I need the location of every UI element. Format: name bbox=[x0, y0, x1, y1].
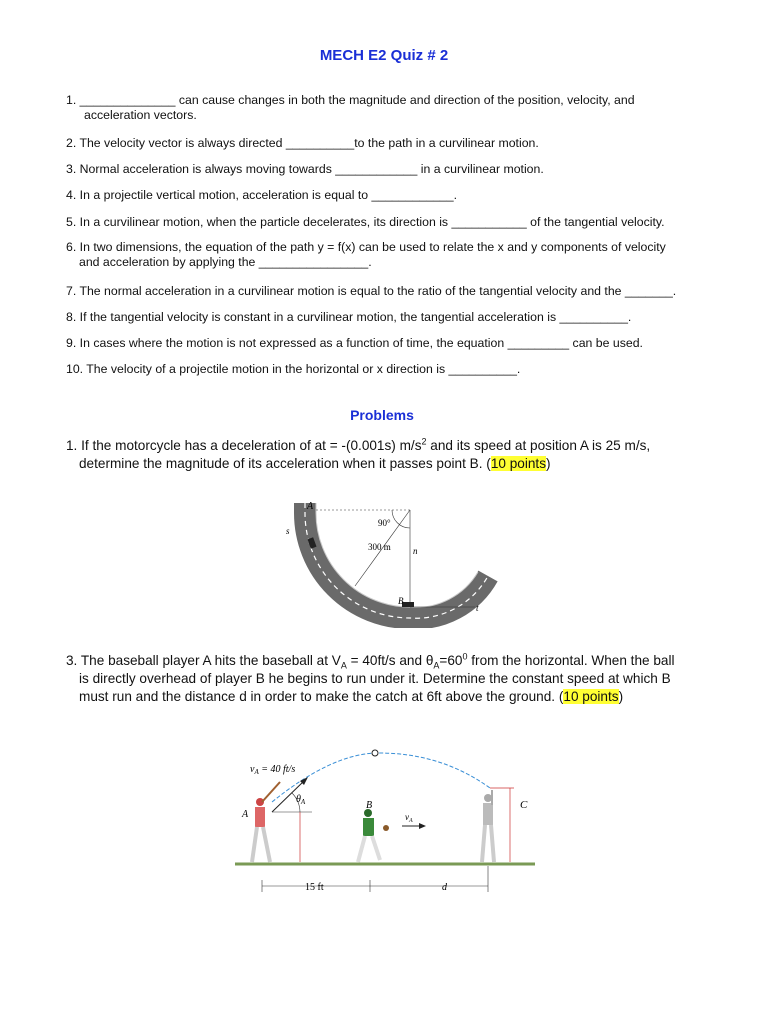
player-A-figure bbox=[252, 782, 280, 862]
question-9-line1: 9. In cases where the motion is not expressed as a function of time, the equation _________ can be used. bbox=[66, 336, 643, 350]
problems-heading: Problems bbox=[350, 407, 414, 423]
ball-trajectory bbox=[272, 753, 490, 802]
problem-3-line1 bbox=[66, 652, 706, 670]
label-s: s bbox=[286, 526, 290, 536]
problem-1-close: ) bbox=[546, 456, 551, 471]
question-10-line1: 10. The velocity of a projectile motion in the horizontal or x direction is __________. bbox=[66, 362, 521, 376]
problem-1-text-b: and its speed at position A is 25 m/s, bbox=[426, 438, 651, 453]
question-7 bbox=[66, 284, 706, 299]
problem-1-line2 bbox=[66, 455, 706, 473]
question-8 bbox=[66, 310, 706, 325]
question-6-line1: 6. In two dimensions, the equation of the path y = f(x) can be used to relate the x and y components of velocity bbox=[66, 240, 666, 254]
motorcycle-B-icon bbox=[402, 602, 414, 607]
problem-1-points: 10 points bbox=[490, 456, 546, 471]
question-3-line1: 3. Normal acceleration is always moving towards ____________ in a curvilinear motion. bbox=[66, 162, 544, 176]
problem-1-text-a: 1. If the motorcycle has a deceleration of at = -(0.001s) m/s bbox=[66, 438, 422, 453]
question-5-line1: 5. In a curvilinear motion, when the particle decelerates, its direction is ___________ of the tangential velocity. bbox=[66, 215, 665, 229]
label-runner-vA: $v_A$ bbox=[405, 812, 413, 824]
question-6-line2: and acceleration by applying the ________________. bbox=[79, 255, 372, 269]
problem-1-line1 bbox=[66, 437, 706, 455]
problem-3-line3 bbox=[66, 688, 706, 706]
label-n: n bbox=[413, 546, 418, 556]
problem-1-sup: 2 bbox=[421, 436, 427, 447]
problem-1 bbox=[66, 437, 706, 473]
question-9 bbox=[66, 336, 706, 351]
player-C-figure bbox=[482, 790, 494, 862]
road-surface bbox=[305, 503, 488, 618]
question-8-line1: 8. If the tangential velocity is constant in a curvilinear motion, the tangential acceleration is __________. bbox=[66, 310, 632, 324]
label-radius: 300 m bbox=[368, 542, 391, 552]
question-1-line2: acceleration vectors. bbox=[84, 108, 197, 122]
label-vA-40: $v_A = 40$ ft/s bbox=[250, 764, 296, 776]
problem-3-text-d: from the horizontal. When the ball bbox=[467, 653, 675, 668]
problem-3-close: ) bbox=[618, 689, 624, 704]
question-7-line1: 7. The normal acceleration in a curvilinear motion is equal to the ratio of the tangential velocity and the _______. bbox=[66, 284, 677, 298]
problem-3-sub-2: A bbox=[433, 660, 440, 671]
page-title: MECH E2 Quiz # 2 bbox=[319, 47, 449, 64]
label-player-A: A bbox=[242, 809, 249, 820]
angle-arc bbox=[392, 510, 410, 528]
problem-1-text-c: determine the magnitude of its acceleration when it passes point B. ( bbox=[79, 456, 491, 471]
label-player-B: B bbox=[366, 800, 373, 811]
question-2 bbox=[66, 136, 706, 151]
problem-3-line2: is directly overhead of player B he begins to run under it. Determine the constant speed at which B bbox=[79, 671, 671, 686]
problem-3-points: 10 points bbox=[563, 689, 619, 704]
baseball-figure bbox=[230, 740, 540, 900]
question-10 bbox=[66, 362, 706, 377]
problem-3 bbox=[66, 652, 706, 706]
label-theta-A: $\theta_A$ bbox=[296, 794, 306, 806]
question-6 bbox=[66, 240, 706, 270]
problem-3-text-e: must run and the distance d in order to make the catch at 6ft above the ground. ( bbox=[79, 689, 564, 704]
question-1-line1: 1. ______________ can cause changes in both the magnitude and direction of the position, velocity, and bbox=[66, 93, 635, 107]
runner-arrowhead bbox=[419, 823, 426, 829]
label-15ft: 15 ft bbox=[305, 882, 324, 893]
player-B-figure bbox=[358, 809, 389, 862]
label-angle: 90° bbox=[378, 518, 391, 528]
question-3 bbox=[66, 162, 706, 177]
problem-3-sub-1: A bbox=[340, 660, 347, 671]
question-2-line1: 2. The velocity vector is always directed __________to the path in a curvilinear motion. bbox=[66, 136, 539, 150]
question-1 bbox=[66, 93, 706, 123]
problem-3-text-b: = 40ft/s and θ bbox=[346, 653, 434, 668]
label-t: t bbox=[476, 603, 479, 613]
label-B: B bbox=[398, 596, 404, 606]
problem-3-text-a: 3. The baseball player A hits the baseball at V bbox=[66, 653, 341, 668]
label-A: A bbox=[307, 501, 314, 512]
label-player-C: C bbox=[520, 799, 528, 811]
question-4-line1: 4. In a projectile vertical motion, acceleration is equal to ____________. bbox=[66, 188, 458, 202]
label-d: d bbox=[442, 882, 447, 893]
problem-3-sup: 0 bbox=[462, 651, 468, 662]
question-4 bbox=[66, 188, 706, 203]
baseball-icon bbox=[372, 750, 378, 756]
motorcycle-curve-figure bbox=[280, 488, 500, 628]
question-5 bbox=[66, 215, 706, 230]
problem-3-text-c: =60 bbox=[439, 653, 463, 668]
